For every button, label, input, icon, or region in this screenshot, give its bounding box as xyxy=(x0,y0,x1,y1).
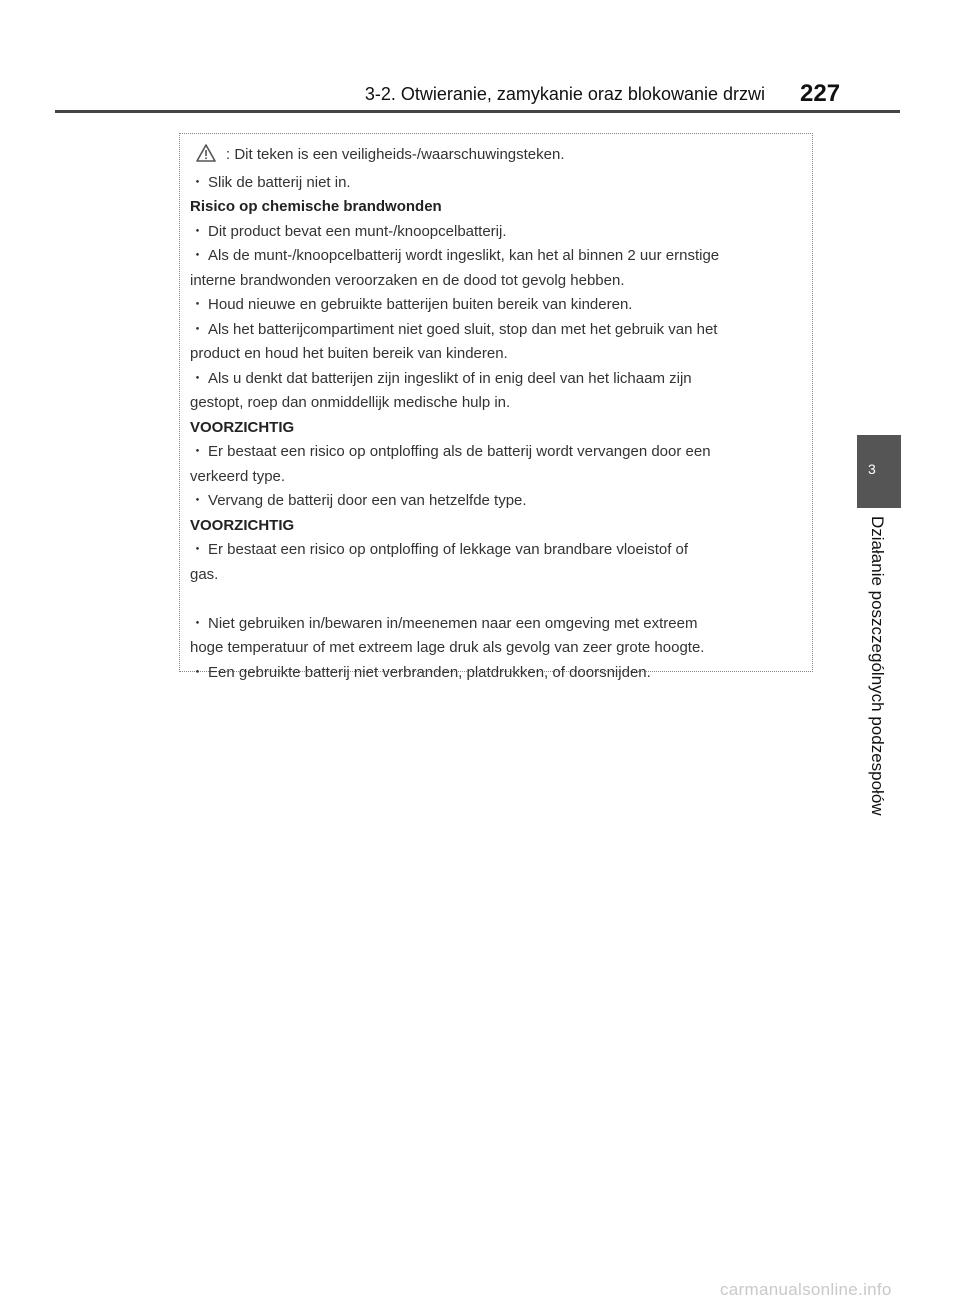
chapter-title: Działanie poszczególnych podzespołów xyxy=(868,516,887,816)
notice-line xyxy=(190,538,812,563)
notice-heading: VOORZICHTIG xyxy=(190,516,295,534)
bullet: ・ xyxy=(190,541,206,558)
section-title: 3-2. Otwieranie, zamykanie oraz blokowanie drzwi xyxy=(364,84,765,104)
notice-line xyxy=(190,293,812,318)
warning-sign-text: : Dit teken is een veiligheids-/waarschuwingsteken. xyxy=(226,146,565,163)
notice-line xyxy=(190,661,812,686)
line-text: Als het batterijcompartiment niet goed sluit, stop dan met het gebruik van het xyxy=(208,320,718,338)
line-text: Als u denkt dat batterijen zijn ingeslikt of in enig deel van het lichaam zijn xyxy=(208,369,692,387)
notice-line xyxy=(190,244,812,269)
bullet: ・ xyxy=(190,247,206,264)
notice-line xyxy=(190,220,812,245)
line-text: Niet gebruiken in/bewaren in/meenemen naar een omgeving met extreem xyxy=(208,614,698,632)
bullet: ・ xyxy=(190,614,206,632)
notice-line: interne brandwonden veroorzaken en de dood tot gevolg hebben. xyxy=(190,271,625,289)
site-watermark: carmanualsonline.info xyxy=(720,1280,892,1299)
line-text: Slik de batterij niet in. xyxy=(208,173,351,191)
bullet: ・ xyxy=(190,320,206,338)
bullet: ・ xyxy=(190,492,206,509)
bullet: ・ xyxy=(190,663,206,681)
notice-line xyxy=(190,612,812,637)
bullet: ・ xyxy=(190,369,206,387)
line-text: Er bestaat een risico op ontploffing of lekkage van brandbare vloeistof of xyxy=(208,541,689,558)
blank-line xyxy=(190,587,812,612)
bullet: ・ xyxy=(190,173,206,191)
page-number: 227 xyxy=(800,80,841,107)
notice-line xyxy=(190,318,812,343)
notice-line xyxy=(190,440,812,465)
notice-line xyxy=(190,171,812,196)
line-text: Dit product bevat een munt-/knoopcelbatterij. xyxy=(208,222,507,240)
line-text: Houd nieuwe en gebruikte batterijen buiten bereik van kinderen. xyxy=(208,296,633,313)
bullet: ・ xyxy=(190,443,206,460)
notice-line: hoge temperatuur of met extreem lage druk als gevolg van zeer grote hoogte. xyxy=(190,639,705,656)
chapter-tab xyxy=(857,435,901,508)
header-rule xyxy=(55,110,900,113)
notice-line: product en houd het buiten bereik van kinderen. xyxy=(190,345,508,362)
notice-heading: Risico op chemische brandwonden xyxy=(190,198,442,215)
bullet: ・ xyxy=(190,222,206,240)
battery-warning-notice xyxy=(179,133,813,681)
chapter-number: 3 xyxy=(868,461,876,477)
notice-line: gestopt, roep dan onmiddellijk medische hulp in. xyxy=(190,394,511,411)
notice-line xyxy=(190,367,812,392)
notice-line: verkeerd type. xyxy=(190,467,286,485)
notice-line: gas. xyxy=(190,565,219,583)
line-text: Vervang de batterij door een van hetzelfde type. xyxy=(208,492,527,509)
chapter-side-label xyxy=(857,516,901,856)
line-text: Er bestaat een risico op ontploffing als de batterij wordt vervangen door een xyxy=(208,443,711,460)
bullet: ・ xyxy=(190,296,206,313)
warning-sign-line xyxy=(190,143,812,171)
notice-heading: VOORZICHTIG xyxy=(190,418,295,436)
line-text: Als de munt-/knoopcelbatterij wordt ingeslikt, kan het al binnen 2 uur ernstige xyxy=(208,247,720,264)
notice-line xyxy=(190,489,812,514)
line-text: Een gebruikte batterij niet verbranden, platdrukken, of doorsnijden. xyxy=(208,663,651,681)
warning-triangle-icon xyxy=(196,144,216,171)
